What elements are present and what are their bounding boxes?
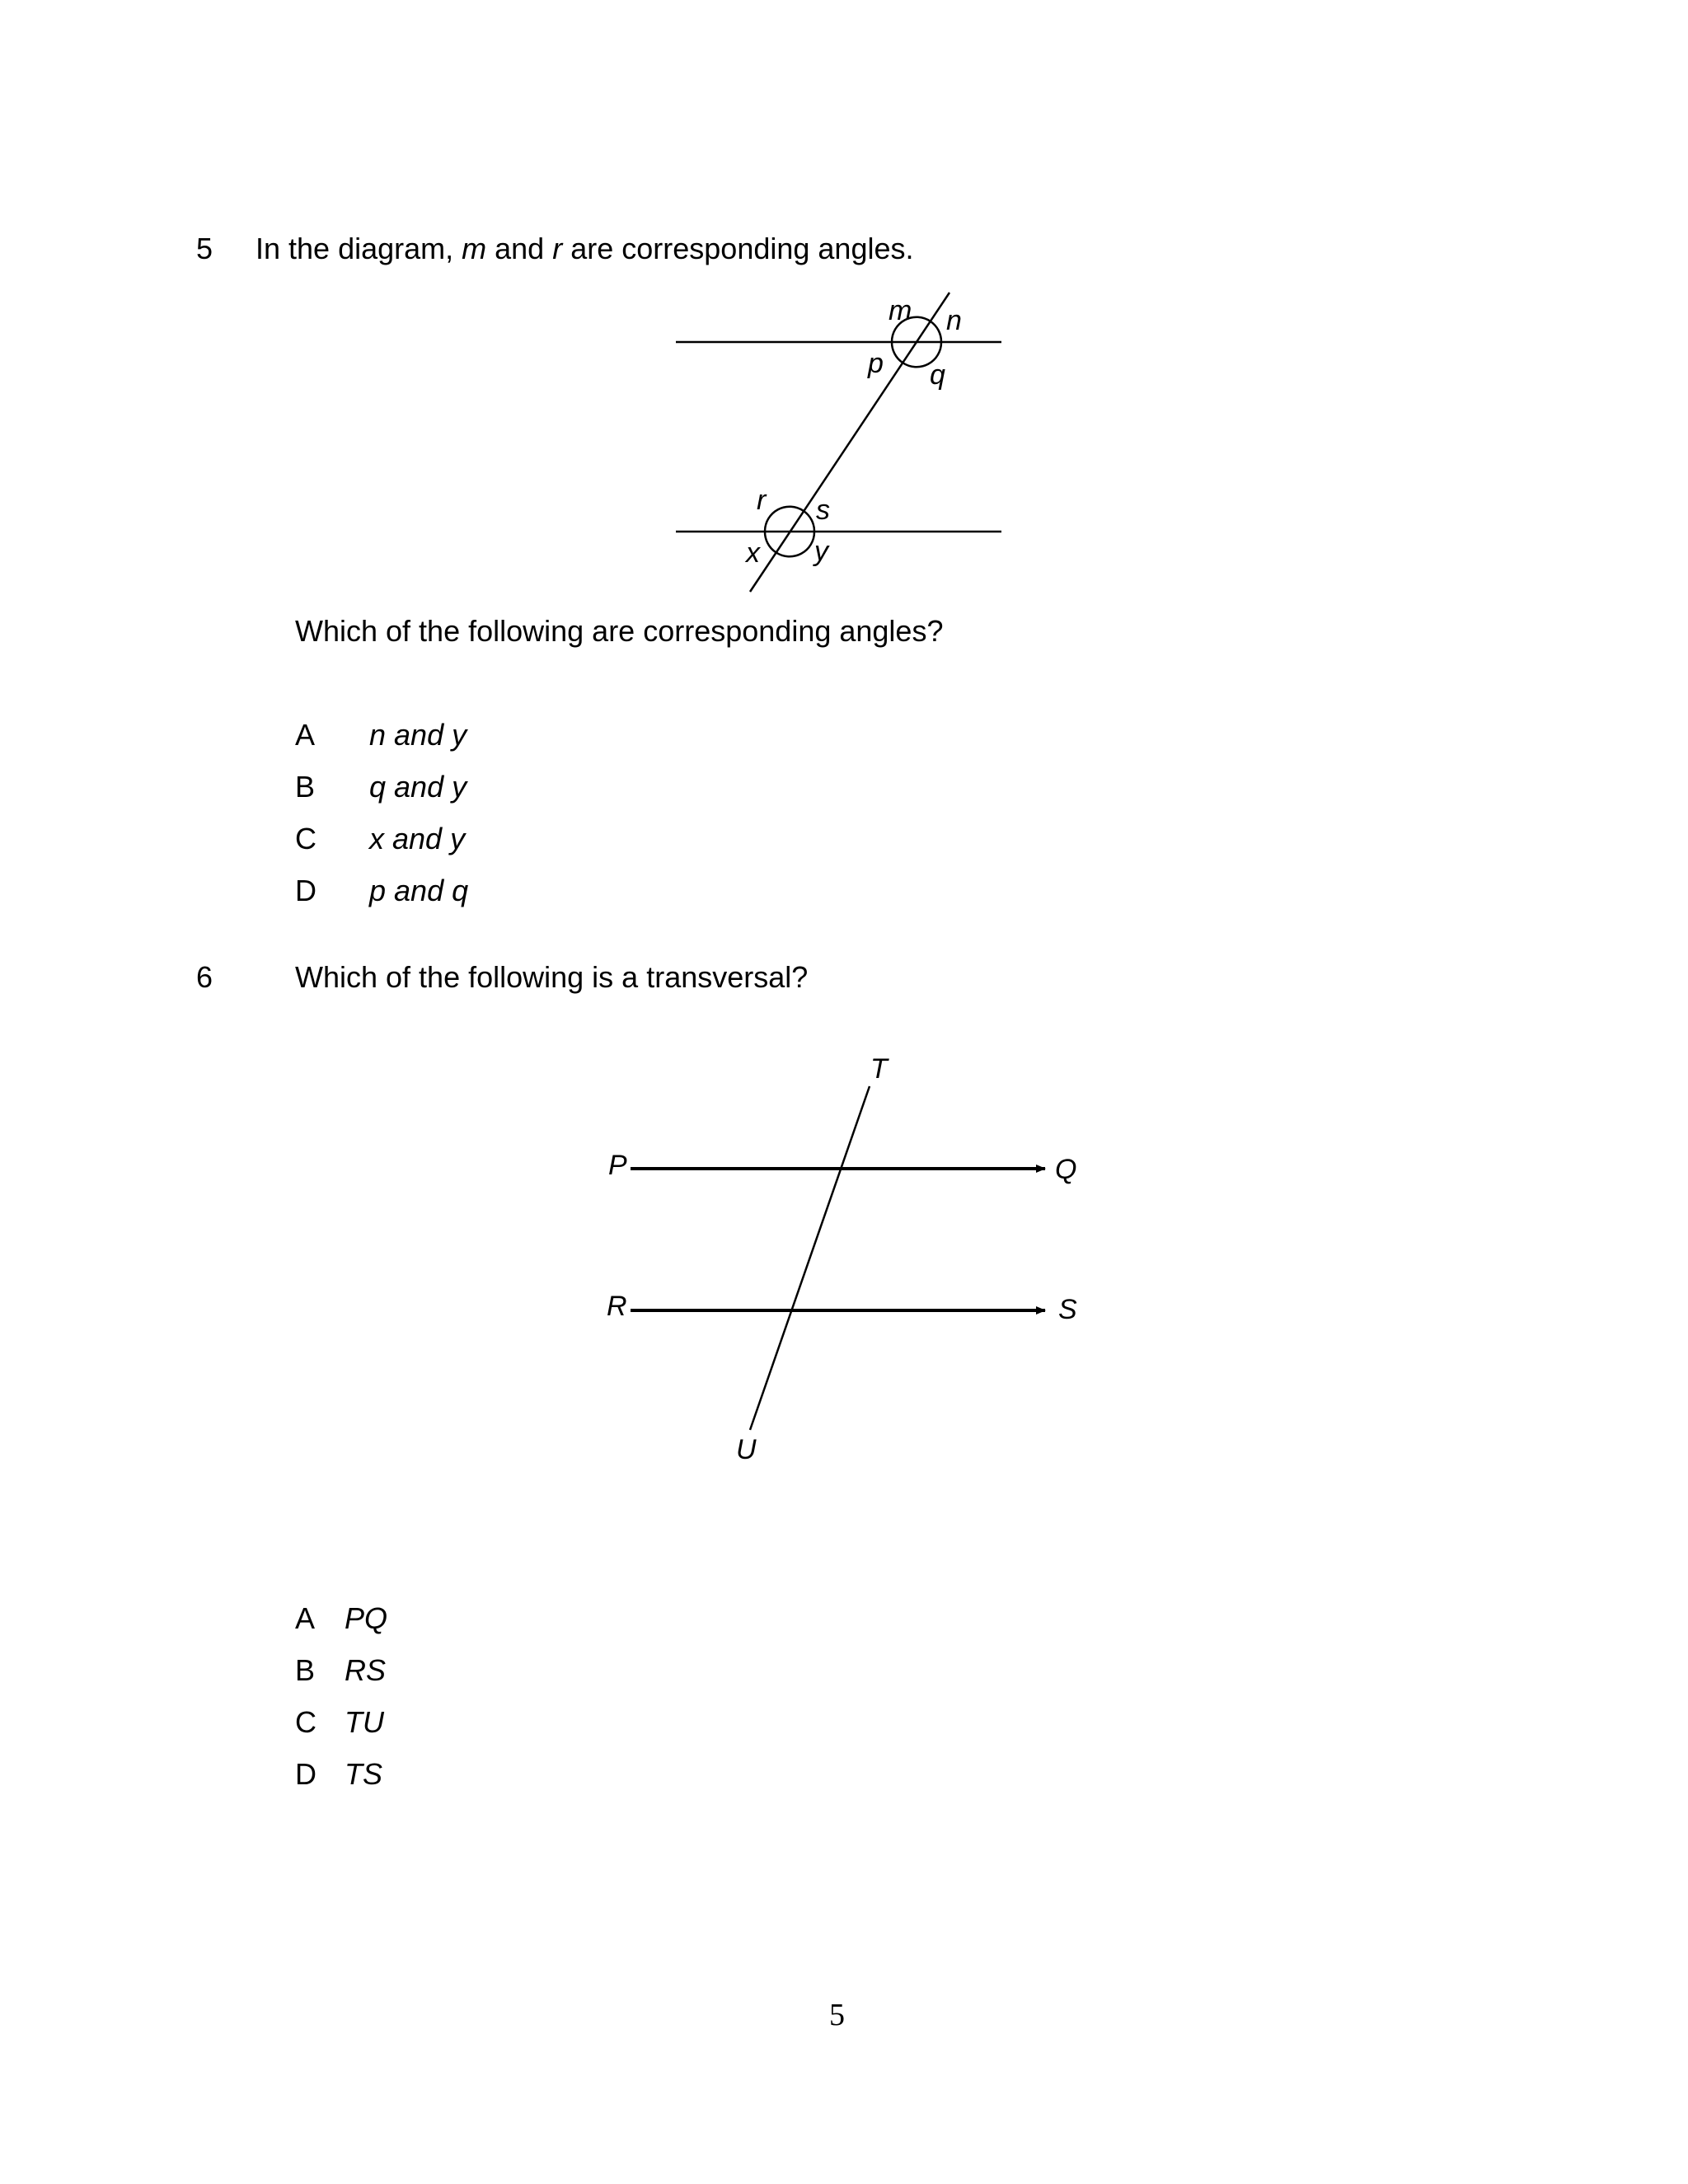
- option-b-letter[interactable]: B: [295, 770, 316, 804]
- page-number: 5: [829, 1998, 845, 2032]
- option-a-text[interactable]: n and y: [369, 718, 467, 752]
- option-c-text[interactable]: TU: [345, 1705, 384, 1739]
- label-R: R: [607, 1291, 627, 1322]
- option-c-text[interactable]: x and y: [369, 822, 466, 855]
- option-d-letter[interactable]: D: [295, 874, 316, 907]
- option-d-text[interactable]: TS: [345, 1757, 383, 1791]
- label-r: r: [757, 485, 767, 516]
- option-c-letter[interactable]: C: [295, 1705, 316, 1739]
- option-d-letter[interactable]: D: [295, 1757, 316, 1791]
- label-U: U: [736, 1434, 757, 1465]
- label-p: p: [868, 348, 884, 379]
- stem-angle-r: r: [552, 232, 563, 265]
- option-b-text[interactable]: q and y: [369, 770, 467, 804]
- option-a-letter[interactable]: A: [295, 718, 316, 752]
- question-5-number: 5: [196, 232, 213, 265]
- stem-angle-m: m: [462, 232, 487, 265]
- label-Q: Q: [1055, 1154, 1077, 1185]
- question-6-prompt: Which of the following is a transversal?: [295, 960, 809, 994]
- label-m: m: [889, 295, 912, 326]
- label-n: n: [946, 305, 962, 336]
- option-b-letter[interactable]: B: [295, 1653, 316, 1687]
- option-a-letter[interactable]: A: [295, 1601, 316, 1635]
- label-q: q: [930, 359, 945, 391]
- label-S: S: [1058, 1294, 1077, 1325]
- option-b-text[interactable]: RS: [345, 1653, 387, 1687]
- line-tu: [750, 1086, 870, 1430]
- label-P: P: [608, 1150, 627, 1181]
- stem-text-mid: and: [486, 232, 553, 265]
- option-a-text[interactable]: PQ: [345, 1601, 388, 1635]
- label-x: x: [746, 537, 760, 569]
- stem-text-before: In the diagram,: [256, 232, 462, 265]
- option-d-text[interactable]: p and q: [369, 874, 469, 907]
- stem-text-after: are corresponding angles.: [562, 232, 914, 265]
- question-6-number: 6: [196, 960, 213, 994]
- option-c-letter[interactable]: C: [295, 822, 316, 855]
- label-T: T: [870, 1053, 888, 1085]
- question-5-prompt: Which of the following are corresponding angles?: [295, 614, 944, 648]
- label-y: y: [814, 536, 828, 567]
- label-s: s: [816, 494, 830, 526]
